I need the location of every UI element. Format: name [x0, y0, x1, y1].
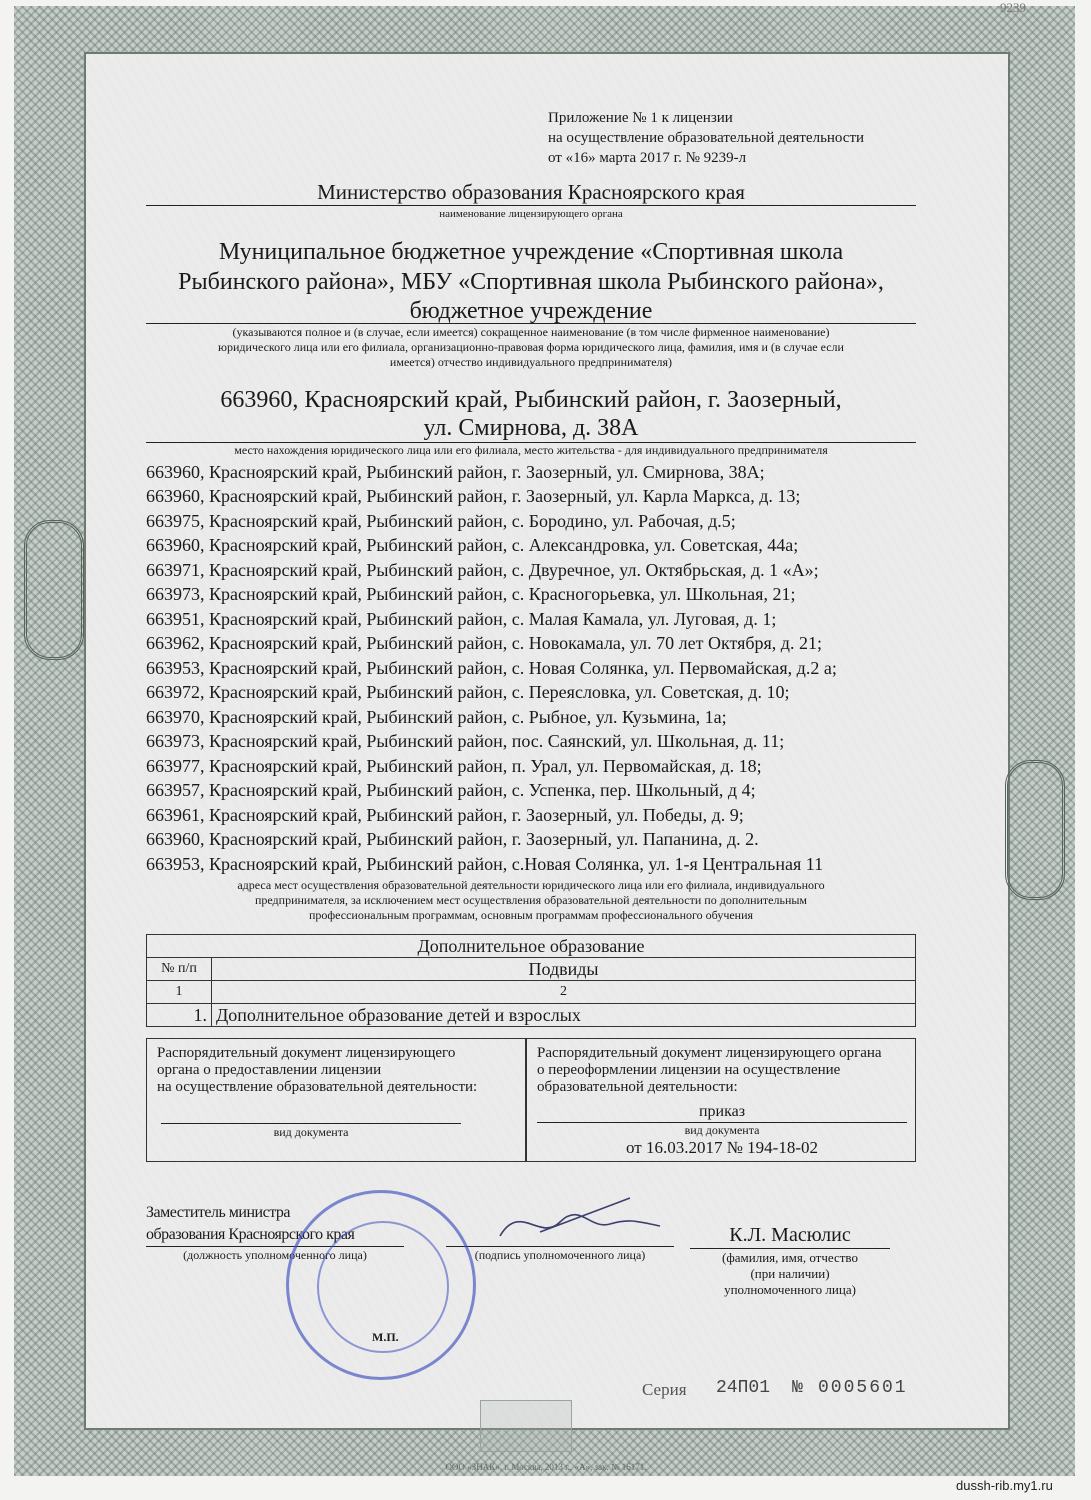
org-line3: бюджетное учреждение: [409, 298, 653, 324]
signature-scribble: [480, 1192, 680, 1252]
row-number: 1.: [147, 1004, 212, 1027]
signature-caption: (подпись уполномоченного лица): [474, 1248, 646, 1262]
series-number: 0005601: [818, 1378, 908, 1398]
signer-name: К.Л. Масюлис: [729, 1224, 851, 1246]
printer-info: ООО «ЗНАК», г. Москва, 2013 г., «А», зак. № 16171.: [445, 1462, 647, 1472]
address-line: 663970, Красноярский край, Рыбинский район, с. Рыбное, ул. Кузьмина, 1а;: [146, 707, 727, 727]
series-no-sign: №: [792, 1378, 803, 1398]
education-type-table: [146, 934, 916, 1027]
address-line: 663960, Красноярский край, Рыбинский район, г. Заозерный, ул. Папанина, д. 2.: [146, 829, 759, 849]
signature-line: [446, 1246, 674, 1247]
address-line: 663961, Красноярский край, Рыбинский район, г. Заозерный, ул. Победы, д. 9;: [146, 805, 744, 825]
reissue-document-box: [526, 1038, 916, 1162]
hologram: [480, 1400, 572, 1452]
address-line: 663962, Красноярский край, Рыбинский район, с. Новокамала, ул. 70 лет Октября, д. 21;: [146, 633, 822, 653]
appendix-line3: от «16» марта 2017 г. № 9239-л: [548, 150, 747, 166]
address-line: 663957, Красноярский край, Рыбинский район, с. Успенка, пер. Школьный, д 4;: [146, 780, 756, 800]
addresses-caption1: адреса мест осуществления образовательной деятельности юридического лица или его филиала, индивидуального: [237, 878, 825, 892]
doc-left-line2: органа о предоставлении лицензии: [157, 1062, 382, 1078]
name-caption2: (при наличии): [750, 1266, 830, 1281]
org-line: [146, 323, 916, 324]
website-watermark: dussh-rib.my1.ru: [956, 1478, 1053, 1493]
appendix-block: [548, 108, 864, 168]
org-caption2: юридического лица или его филиала, организационно-правовая форма юридического лица, фамилия, имя и (в случае если: [218, 340, 844, 354]
org-caption1: (указываются полное и (в случае, если имеется) сокращенное наименование (в том числе фирменное наименование): [232, 325, 830, 339]
doc-left-caption: вид документа: [273, 1125, 349, 1139]
signer-position-line2: образования Красноярского края: [146, 1226, 355, 1243]
col-number-1: 1: [147, 981, 212, 1004]
appendix-line1: Приложение № 1 к лицензии: [548, 110, 733, 126]
series-code: 24П01: [716, 1378, 771, 1398]
location-line1: 663960, Красноярский край, Рыбинский район, г. Заозерный,: [220, 387, 842, 413]
col-number-2: 2: [212, 981, 916, 1004]
appendix-line2: на осуществление образовательной деятельности: [548, 130, 865, 146]
doc-right-type: приказ: [698, 1103, 746, 1120]
mp-mark: М.П.: [372, 1330, 399, 1344]
name-caption: [690, 1250, 890, 1298]
address-line: 663973, Красноярский край, Рыбинский район, пос. Саянский, ул. Школьная, д. 11;: [146, 731, 785, 751]
corner-number: 9239: [1000, 0, 1026, 15]
name-caption3: уполномоченного лица): [724, 1282, 856, 1297]
address-line: 663975, Красноярский край, Рыбинский район, с. Бородино, ул. Рабочая, д.5;: [146, 511, 736, 531]
name-caption1: (фамилия, имя, отчество: [722, 1250, 858, 1265]
official-seal: [286, 1190, 476, 1380]
position-caption: (должность уполномоченного лица): [183, 1248, 367, 1262]
signer-position-line1: Заместитель министра: [146, 1204, 290, 1221]
org-line2: Рыбинского района», МБУ «Спортивная школа Рыбинского района»,: [178, 269, 884, 295]
doc-right-line3: образовательной деятельности:: [537, 1079, 738, 1095]
grant-document-box: [146, 1038, 526, 1162]
address-line: 663953, Красноярский край, Рыбинский район, с.Новая Солянка, ул. 1-я Центральная 11: [146, 854, 824, 874]
authority-name: Министерство образования Красноярского края: [317, 180, 745, 204]
authority-line: [146, 205, 916, 206]
addresses-caption2: предпринимателя, за исключением мест осуществления образовательной деятельности по дополнительным: [254, 893, 808, 907]
address-line: 663953, Красноярский край, Рыбинский район, с. Новая Солянка, ул. Первомайская, д.2 а;: [146, 658, 837, 678]
col-header-number: № п/п: [147, 958, 212, 981]
address-line: 663960, Красноярский край, Рыбинский район, с. Александровка, ул. Советская, 44а;: [146, 535, 799, 555]
addresses-caption3: профессиональным программам, основным программам профессионального обучения: [308, 908, 754, 922]
right-ornament: [1005, 760, 1065, 900]
doc-left-line: [161, 1123, 461, 1124]
org-line1: Муниципальное бюджетное учреждение «Спортивная школа: [218, 239, 844, 265]
org-caption3: имеется) отчество индивидуального предпринимателя): [389, 355, 673, 369]
doc-right-line1: Распорядительный документ лицензирующего органа: [537, 1045, 882, 1061]
col-header-subtypes: Подвиды: [212, 958, 916, 981]
series-label: Серия: [642, 1380, 687, 1399]
location-caption: место нахождения юридического лица или его филиала, место жительства - для индивидуального предпринимателя: [234, 443, 828, 457]
name-line: [690, 1248, 890, 1249]
authority-caption: наименование лицензирующего органа: [439, 208, 623, 220]
address-line: 663960, Красноярский край, Рыбинский район, г. Заозерный, ул. Карла Маркса, д. 13;: [146, 486, 801, 506]
left-ornament: [24, 520, 84, 660]
doc-left-line1: Распорядительный документ лицензирующего: [157, 1045, 456, 1061]
doc-right-date-number: от 16.03.2017 № 194-18-02: [626, 1138, 818, 1157]
doc-right-caption: вид документа: [684, 1123, 760, 1137]
address-line: 663971, Красноярский край, Рыбинский район, с. Двуречное, ул. Октябрьская, д. 1 «А»;: [146, 560, 819, 580]
row-subtype: Дополнительное образование детей и взрослых: [212, 1004, 916, 1027]
location-line2: ул. Смирнова, д. 38А: [423, 415, 639, 441]
table-title: Дополнительное образование: [147, 935, 916, 958]
doc-right-line2: о переоформлении лицензии на осуществление: [537, 1062, 841, 1078]
address-line: 663973, Красноярский край, Рыбинский район, с. Красногорьевка, ул. Школьная, 21;: [146, 584, 796, 604]
doc-left-line3: на осуществление образовательной деятельности:: [157, 1079, 478, 1095]
address-line: 663972, Красноярский край, Рыбинский район, с. Переясловка, ул. Советская, д. 10;: [146, 682, 790, 702]
org-caption: [146, 325, 916, 370]
address-line: 663960, Красноярский край, Рыбинский район, г. Заозерный, ул. Смирнова, 38А;: [146, 462, 765, 482]
address-line: 663951, Красноярский край, Рыбинский район, с. Малая Камала, ул. Луговая, д. 1;: [146, 609, 777, 629]
addresses-caption: [146, 878, 916, 923]
address-line: 663977, Красноярский край, Рыбинский район, п. Урал, ул. Первомайская, д. 18;: [146, 756, 762, 776]
